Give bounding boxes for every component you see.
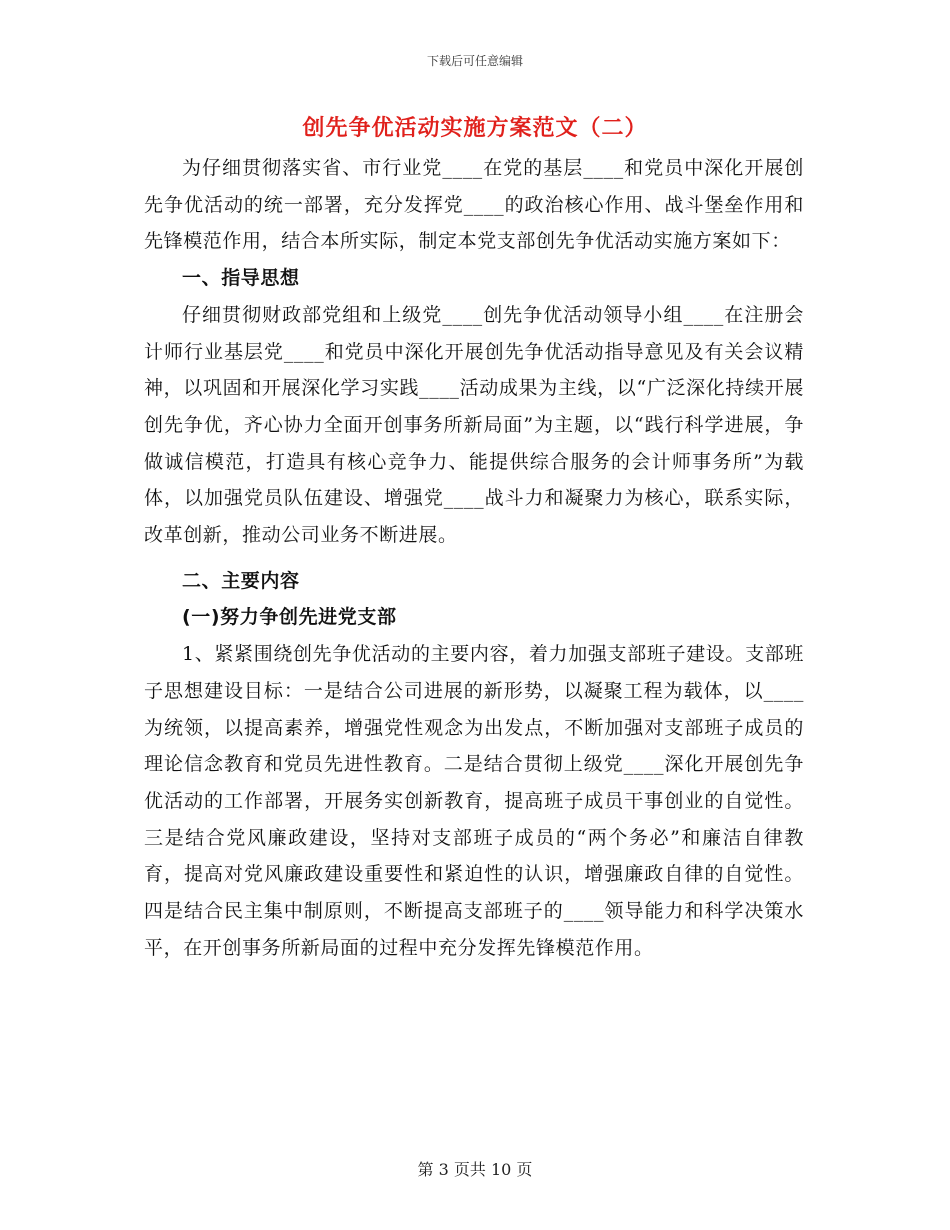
section-heading-guiding-thought: 一、指导思想 <box>182 267 300 290</box>
page-number: 第 3 页共 10 页 <box>417 1160 533 1179</box>
document-body <box>144 150 804 966</box>
page-header-note: 下载后可任意编辑 <box>426 54 523 68</box>
guiding-thought-paragraph: 仔细贯彻财政部党组和上级党____创先争优活动领导小组____在注册会计师行业基层党____和党员中深化开展创先争优活动指导意见及有关会议精神，以巩固和开展深化学习实践____活动成果为主线，以“广泛深化持续开展创先争优，齐心协力全面开创事务所新局面”为主题，以“践行科学进展，争做诚信模范，打造具有核心竞争力、能提供综合服务的会计师事务所”为载体，以加强党员队伍建设、增强党____战斗力和凝聚力为核心，联系实际，改革创新，推动公司业务不断进展。 <box>144 303 804 547</box>
document-title: 创先争优活动实施方案范文（二） <box>302 116 648 141</box>
intro-paragraph: 为仔细贯彻落实省、市行业党____在党的基层____和党员中深化开展创先争优活动的统一部署，充分发挥党____的政治核心作用、战斗堡垒作用和先锋模范作用，结合本所实际，制定本党支部创先争优活动实施方案如下： <box>144 157 804 253</box>
subsection-heading-advanced-branch: (一)努力争创先进党支部 <box>182 606 397 629</box>
section-heading-main-content: 二、主要内容 <box>182 569 300 592</box>
advanced-branch-paragraph: 1、紧紧围绕创先争优活动的主要内容，着力加强支部班子建设。支部班子思想建设目标：一是结合公司进展的新形势，以凝聚工程为载体，以____为统领，以提高素养，增强党性观念为出发点，不断加强对支部班子成员的理论信念教育和党员先进性教育。二是结合贯彻上级党____深化开展创先争优活动的工作部署，开展务实创新教育，提高班子成员干事创业的自觉性。三是结合党风廉政建设，坚持对支部班子成员的“两个务必”和廉洁自律教育，提高对党风廉政建设重要性和紧迫性的认识，增强廉政自律的自觉性。四是结合民主集中制原则，不断提高支部班子的____领导能力和科学决策水平，在开创事务所新局面的过程中充分发挥先锋模范作用。 <box>144 643 804 959</box>
